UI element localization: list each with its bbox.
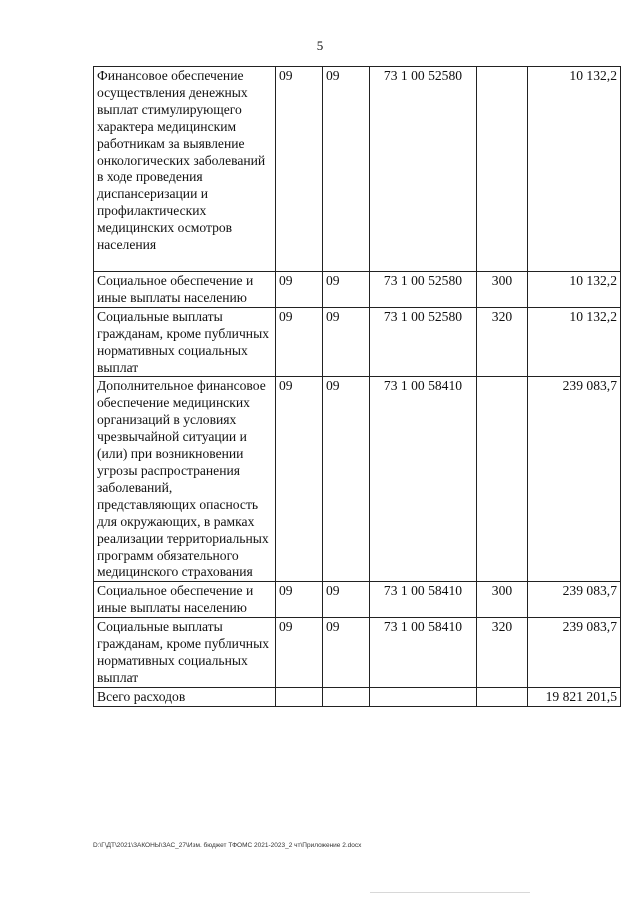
row-expense-type-cell <box>477 67 528 272</box>
row-amount-cell: 10 132,2 <box>528 307 621 377</box>
total-label: Всего расходов <box>94 687 276 706</box>
row-expense-type-cell: 320 <box>477 307 528 377</box>
row-name-cell: Финансовое обеспечение осуществления денежных выплат стимулирующего характера медицинским работникам за выявление онкологических заболеваний в ходе проведения диспансеризации и профилактических медицинских осмотров населения <box>94 67 276 272</box>
row-expense-type-cell: 300 <box>477 582 528 618</box>
row-section-cell: 09 <box>276 582 323 618</box>
row-section-cell: 09 <box>276 272 323 308</box>
row-subsection-cell: 09 <box>323 307 370 377</box>
row-section-cell: 09 <box>276 618 323 688</box>
row-subsection-cell: 09 <box>323 272 370 308</box>
row-name-cell: Социальные выплаты гражданам, кроме публичных нормативных социальных выплат <box>94 618 276 688</box>
table-row <box>94 272 621 308</box>
row-target-article-cell: 73 1 00 58410 <box>370 377 477 582</box>
row-section-cell: 09 <box>276 377 323 582</box>
row-amount-cell: 10 132,2 <box>528 272 621 308</box>
row-target-article-cell: 73 1 00 52580 <box>370 67 477 272</box>
row-section-cell: 09 <box>276 307 323 377</box>
row-expense-type-cell: 300 <box>477 272 528 308</box>
row-subsection-cell: 09 <box>323 582 370 618</box>
row-amount-cell: 239 083,7 <box>528 582 621 618</box>
row-name-cell: Социальные выплаты гражданам, кроме публичных нормативных социальных выплат <box>94 307 276 377</box>
row-subsection-cell: 09 <box>323 67 370 272</box>
row-target-article-cell: 73 1 00 58410 <box>370 582 477 618</box>
page-number: 5 <box>316 38 324 53</box>
row-target-article-cell: 73 1 00 58410 <box>370 618 477 688</box>
total-target-article-cell <box>370 687 477 706</box>
row-expense-type-cell <box>477 377 528 582</box>
row-amount-cell: 239 083,7 <box>528 377 621 582</box>
row-name-cell: Социальное обеспечение и иные выплаты населению <box>94 272 276 308</box>
row-amount-cell: 239 083,7 <box>528 618 621 688</box>
row-section-cell: 09 <box>276 67 323 272</box>
table-row <box>94 377 621 582</box>
total-amount: 19 821 201,5 <box>528 687 621 706</box>
budget-table <box>93 66 621 707</box>
table-row <box>94 582 621 618</box>
row-name-cell: Дополнительное финансовое обеспечение медицинских организаций в условиях чрезвычайной ситуации и (или) при возникновении угрозы распространения заболеваний, представляющих опасность для окружающих, в рамках реализации территориальных программ обязательного медицинского страхования <box>94 377 276 582</box>
total-row <box>94 687 621 706</box>
total-section-cell <box>276 687 323 706</box>
row-subsection-cell: 09 <box>323 377 370 582</box>
row-amount-cell: 10 132,2 <box>528 67 621 272</box>
row-subsection-cell: 09 <box>323 618 370 688</box>
total-expense-type-cell <box>477 687 528 706</box>
row-target-article-cell: 73 1 00 52580 <box>370 307 477 377</box>
scan-artifact-line <box>370 892 530 893</box>
row-expense-type-cell: 320 <box>477 618 528 688</box>
row-target-article-cell: 73 1 00 52580 <box>370 272 477 308</box>
table-row <box>94 307 621 377</box>
table-row <box>94 67 621 272</box>
table-row <box>94 618 621 688</box>
total-subsection-cell <box>323 687 370 706</box>
footer-file-path: D:\Г\ДТ\2021\ЗАКОНЫ\ЗАС_27\Изм. бюджет ТФОМС 2021-2023_2 чт\Приложение 2.docx <box>93 842 362 849</box>
row-name-cell: Социальное обеспечение и иные выплаты населению <box>94 582 276 618</box>
